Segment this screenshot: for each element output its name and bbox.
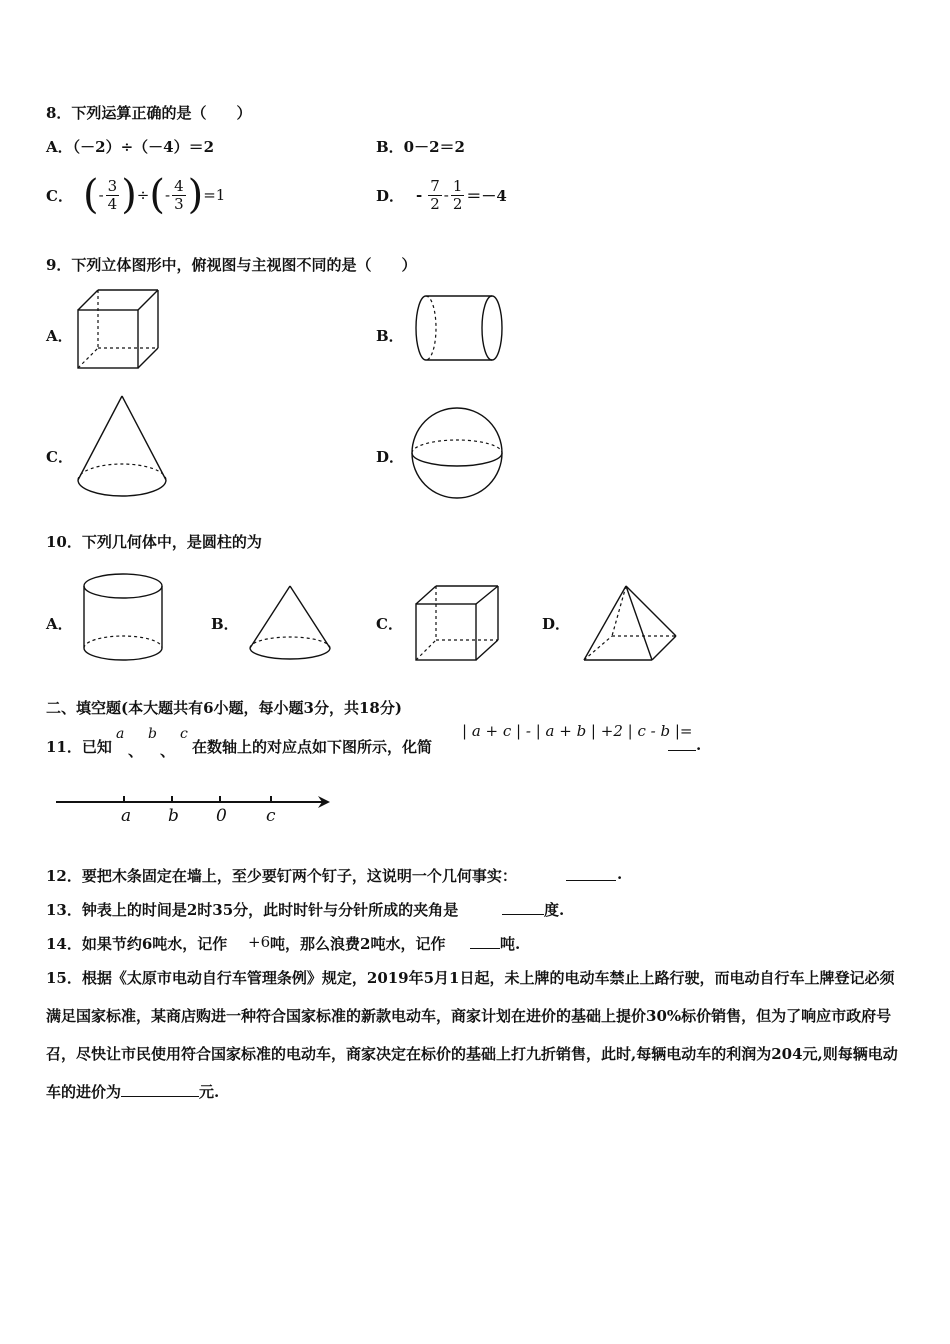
q13-answer-blank[interactable] xyxy=(502,900,544,915)
q11-var-b: b xyxy=(148,726,157,742)
q15-text: 15．根据《太原市电动自行车管理条例》规定，2019年5月1日起，未上牌的电动车禁止上路行驶，而电动自行车上牌登记必须满足国家标准，某商店购进一种符合国家标准的新款电动车，商家计划在进价的基础上提价30%标价销售，但为了响应市政府号召，尽快让市民使用符合国家标准的电动车，商家决定在标价的基础上打九折销售，此时,每辆电动车的利润为204元,则每辆电动车的进价为 xyxy=(46,969,898,1101)
q11-answer-blank[interactable] xyxy=(668,736,696,751)
q9-sphere-figure xyxy=(410,406,506,502)
q15-paragraph xyxy=(46,959,908,1111)
q11-sep-2: 、 xyxy=(160,742,176,760)
q10-label-c: C． xyxy=(376,615,403,633)
axis-label-zero: 0 xyxy=(216,806,227,826)
q10-label-b: B． xyxy=(211,615,239,633)
q9-cone-figure xyxy=(74,394,174,502)
q9-label-a: A． xyxy=(46,327,73,345)
q15-end: 元. xyxy=(199,1083,220,1101)
q9-label-d: D． xyxy=(376,448,405,466)
q10-stem: 10．下列几何体中，是圆柱的为 xyxy=(46,533,262,551)
q15-answer-blank[interactable] xyxy=(121,1082,199,1097)
q14-value: +6 xyxy=(248,933,271,951)
axis-label-c: c xyxy=(266,806,276,826)
q11-number-line xyxy=(54,792,336,832)
axis-label-b: b xyxy=(168,806,179,826)
q9-stem: 9．下列立体图形中，俯视图与主视图不同的是（ ） xyxy=(46,256,417,274)
q8-c-label: C． xyxy=(46,186,73,205)
q11-middle: 在数轴上的对应点如下图所示，化简 xyxy=(192,738,433,756)
q11-var-c: c xyxy=(180,726,188,742)
q13-text: 13．钟表上的时间是2时35分，此时时针与分针所成的夹角是 xyxy=(46,901,459,919)
q8-d-label: D． xyxy=(376,186,405,205)
q10-label-a: A． xyxy=(46,615,73,633)
q10-cube-figure xyxy=(414,584,504,664)
q11-sep-1: 、 xyxy=(128,742,144,760)
q12-answer-blank[interactable] xyxy=(566,866,616,881)
q12-text: 12．要把木条固定在墙上，至少要钉两个钉子，这说明一个几何事实： xyxy=(46,867,517,885)
q11-var-a: a xyxy=(116,726,125,742)
q13-end: 度. xyxy=(544,901,565,919)
q11-prefix: 11．已知 xyxy=(46,738,112,756)
q11-expression: | a + c | - | a + b | +2 | c - b |= xyxy=(462,722,693,740)
q8-option-d: D． - $\frac{7}{2}$ - $\frac{1}{2}$ ＝－4 xyxy=(376,176,507,213)
section-2-heading: 二、填空题(本大题共有6小题，每小题3分，共18分) xyxy=(46,699,402,717)
q9-horizontal-cylinder-figure xyxy=(410,292,510,364)
q14-text-1: 14．如果节约6吨水，记作 xyxy=(46,935,228,953)
q9-label-b: B． xyxy=(376,327,404,345)
q14-text-2: 吨，那么浪费2吨水，记作 xyxy=(270,935,446,953)
q10-label-d: D． xyxy=(542,615,571,633)
q9-cube-figure xyxy=(76,288,166,372)
axis-label-a: a xyxy=(121,806,132,826)
q14-answer-blank[interactable] xyxy=(470,934,500,949)
q11-end: . xyxy=(696,736,702,754)
q10-pyramid-figure xyxy=(582,584,680,664)
q8-stem: 8．下列运算正确的是（ ） xyxy=(46,104,252,122)
q10-cylinder-figure xyxy=(82,572,166,664)
q14-end: 吨. xyxy=(500,935,521,953)
q8-option-a: A．（－2）÷（－4）＝2 xyxy=(46,138,215,156)
q12-end: . xyxy=(617,865,623,883)
q8-option-c: C． ( - $\frac{3}{4}$ ) ÷ ( - $\frac{4}{3}$ ) =1 xyxy=(46,172,226,218)
q8-option-b: B．0－2＝2 xyxy=(376,138,465,156)
q10-cone-figure xyxy=(248,584,334,664)
q9-label-c: C． xyxy=(46,448,73,466)
